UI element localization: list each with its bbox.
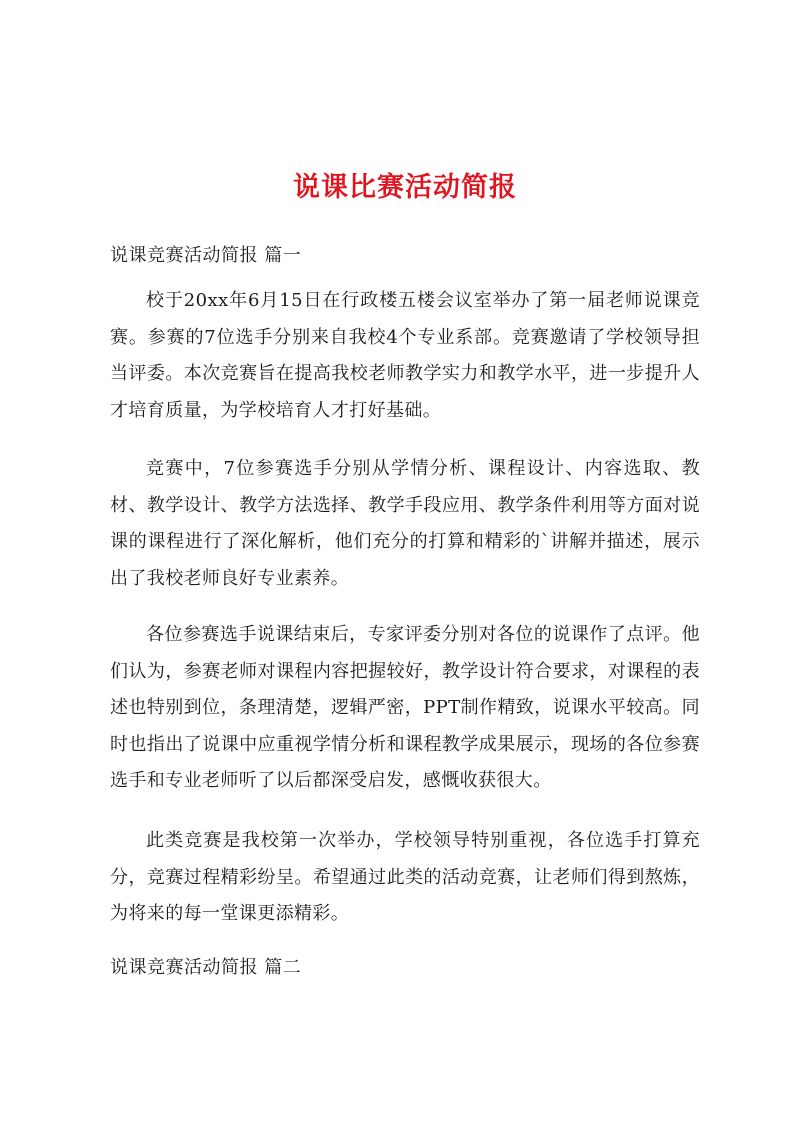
paragraph-3: 各位参赛选手说课结束后，专家评委分别对各位的说课作了点评。他们认为，参赛老师对课程内容把握较好，教学设计符合要求，对课程的表述也特别到位，条理清楚，逻辑严密，PPT制作精致，说课水平较高。同时也指出了说课中应重视学情分析和课程教学成果展示，现场的各位参赛选手和专业老师听了以后都深受启发，感慨收获很大。	[110, 624, 700, 791]
document-page	[110, 0, 700, 1132]
document-title: 说课比赛活动简报	[293, 172, 517, 203]
section-heading-1: 说课竞赛活动简报 篇一	[110, 245, 302, 266]
section-heading-2: 说课竞赛活动简报 篇二	[110, 957, 302, 978]
paragraph-2: 竞赛中，7位参赛选手分别从学情分析、课程设计、内容选取、教材、教学设计、教学方法选择、教学手段应用、教学条件利用等方面对说课的课程进行了深化解析，他们充分的打算和精彩的`讲解并描述，展示出了我校老师良好专业素养。	[110, 458, 700, 589]
paragraph-1: 校于20xx年6月15日在行政楼五楼会议室举办了第一届老师说课竞赛。参赛的7位选手分别来自我校4个专业系部。竞赛邀请了学校领导担当评委。本次竞赛旨在提高我校老师教学实力和教学水平，进一步提升人才培育质量，为学校培育人才打好基础。	[110, 290, 700, 421]
paragraph-4: 此类竞赛是我校第一次举办，学校领导特别重视，各位选手打算充分，竞赛过程精彩纷呈。希望通过此类的活动竞赛，让老师们得到熬炼，为将来的每一堂课更添精彩。	[110, 830, 700, 924]
